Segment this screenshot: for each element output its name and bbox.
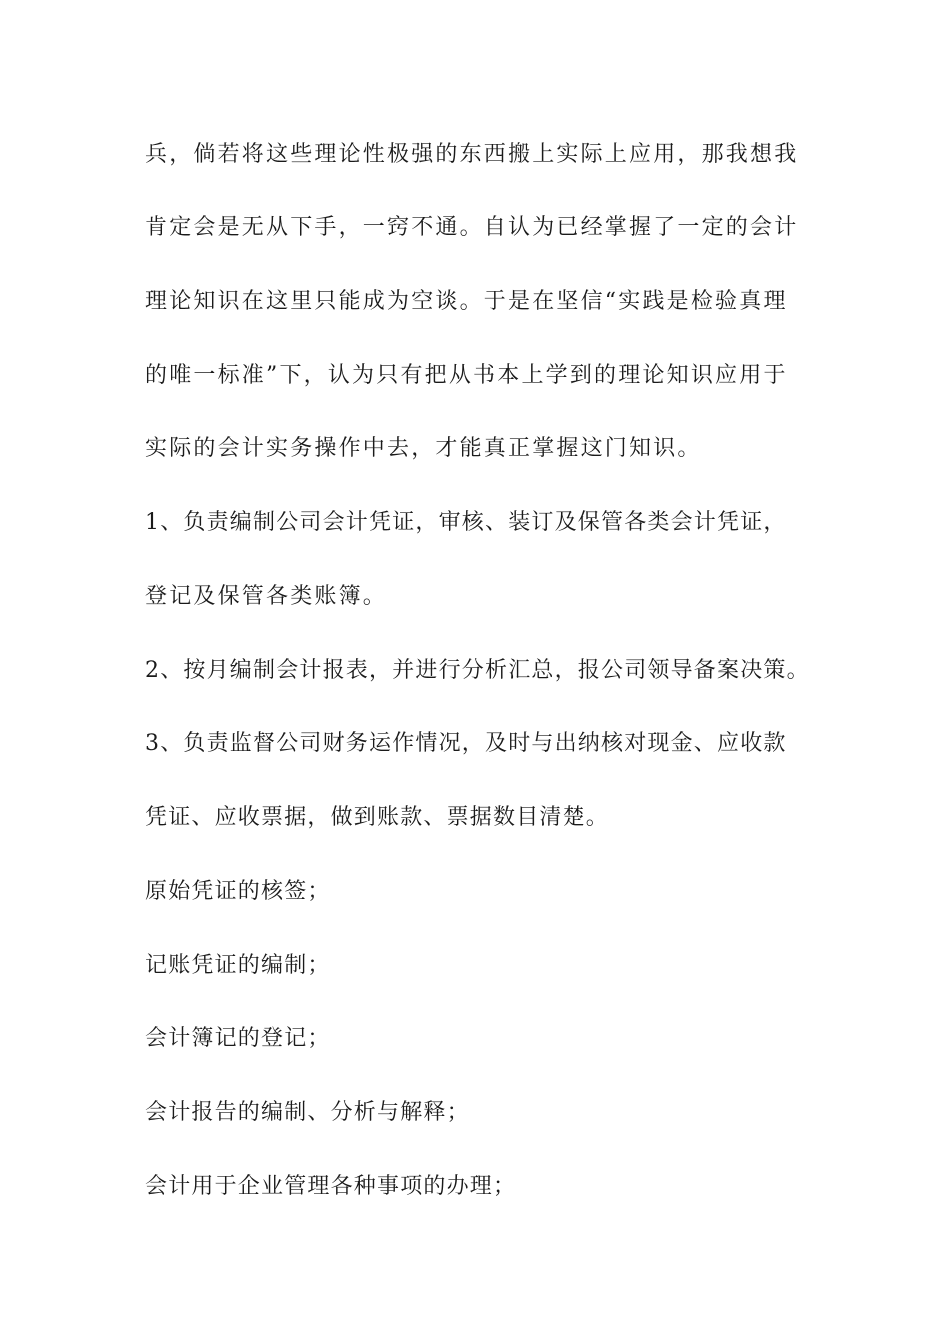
duty-item: 会计报告的编制、分析与解释； (145, 1100, 470, 1125)
duty-item: 原始凭证的核签； (145, 879, 331, 904)
list-item-3-line: 3、负责监督公司财务运作情况，及时与出纳核对现金、应收款 (145, 731, 787, 756)
paragraph-line: 肯定会是无从下手，一窍不通。自认为已经掌握了一定的会计 (145, 215, 799, 240)
paragraph-line: 理论知识在这里只能成为空谈。于是在坚信“实践是检验真理 (145, 289, 788, 314)
duty-item: 会计用于企业管理各种事项的办理； (145, 1174, 517, 1199)
list-item-3-line: 凭证、应收票据，做到账款、票据数目清楚。 (145, 805, 610, 830)
paragraph-line: 实际的会计实务操作中去，才能真正掌握这门知识。 (145, 436, 702, 461)
paragraph-line: 兵，倘若将这些理论性极强的东西搬上实际上应用，那我想我 (145, 142, 799, 167)
list-item-1-line: 1、负责编制公司会计凭证，审核、装订及保管各类会计凭证， (145, 510, 787, 535)
paragraph-line: 的唯一标准”下，认为只有把从书本上学到的理论知识应用于 (145, 363, 788, 388)
list-item-1-line: 登记及保管各类账簿。 (145, 584, 388, 609)
duty-item: 记账凭证的编制； (145, 953, 331, 978)
duty-item: 会计簿记的登记； (145, 1026, 331, 1051)
list-item-2-line: 2、按月编制会计报表，并进行分析汇总，报公司领导备案决策。 (145, 658, 810, 683)
